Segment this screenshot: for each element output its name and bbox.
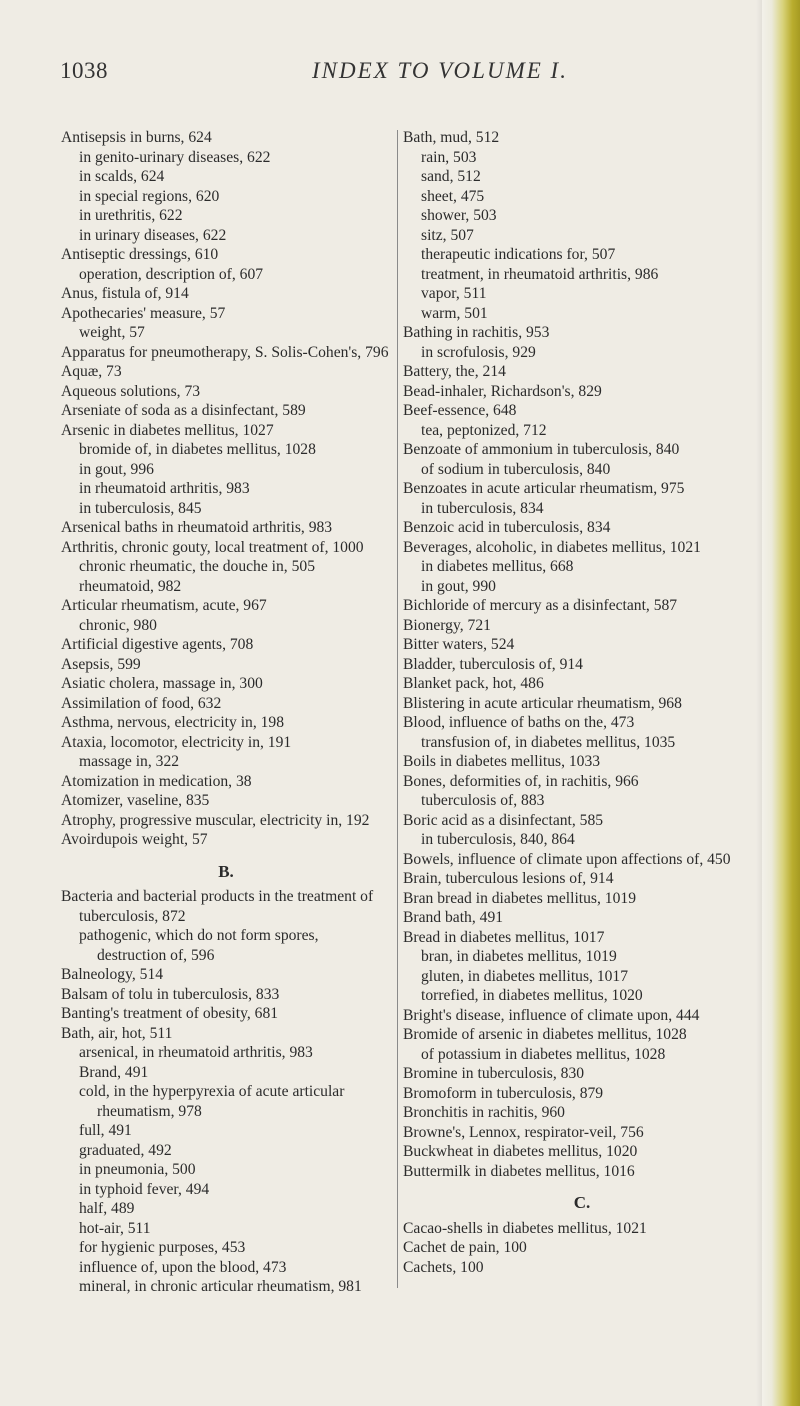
index-subentry: in diabetes mellitus, 668 bbox=[421, 558, 574, 575]
index-subentry: in pneumonia, 500 bbox=[79, 1161, 196, 1178]
index-subentry: influence of, upon the blood, 473 bbox=[79, 1258, 287, 1276]
index-entry: Asiatic cholera, massage in, 300 bbox=[61, 675, 263, 692]
index-entry: Bronchitis in rachitis, 960 bbox=[403, 1104, 565, 1121]
index-subentry: in scalds, 624 bbox=[79, 168, 165, 185]
section-letter: C. bbox=[573, 1193, 591, 1212]
index-entry: Antiseptic dressings, 610 bbox=[61, 246, 219, 263]
index-subentry: in rheumatoid arthritis, 983 bbox=[79, 480, 250, 497]
index-subentry: bran, in diabetes mellitus, 1019 bbox=[421, 948, 617, 965]
index-entry: Bromide of arsenic in diabetes mellitus, 1028 bbox=[403, 1026, 687, 1043]
index-subentry: in gout, 996 bbox=[79, 460, 154, 478]
index-subentry: sand, 512 bbox=[421, 168, 481, 185]
index-entry: Blood, influence of baths on the, 473 bbox=[403, 714, 635, 731]
index-subentry: bromide of, in diabetes mellitus, 1028 bbox=[79, 441, 316, 458]
index-entry: Benzoic acid in tuberculosis, 834 bbox=[403, 519, 611, 536]
index-entry: Arthritis, chronic gouty, local treatment of, 1000 bbox=[61, 538, 364, 556]
index-entry: Cachets, 100 bbox=[403, 1258, 484, 1276]
index-subentry: in tuberculosis, 840, 864 bbox=[421, 831, 575, 848]
index-subentry: Brand, 491 bbox=[79, 1063, 149, 1081]
index-entry: Bead-inhaler, Richardson's, 829 bbox=[403, 382, 602, 400]
index-subentry: gluten, in diabetes mellitus, 1017 bbox=[421, 967, 629, 985]
index-subentry: in tuberculosis, 845 bbox=[79, 499, 202, 517]
index-subentry: in gout, 990 bbox=[421, 577, 496, 595]
index-entry: Cacao-shells in diabetes mellitus, 1021 bbox=[403, 1219, 647, 1237]
index-entry: Apparatus for pneumotherapy, S. Solis-Cohen's, 796 bbox=[61, 343, 389, 361]
index-subentry: mineral, in chronic articular rheumatism, 981 bbox=[79, 1278, 362, 1295]
index-subentry: of potassium in diabetes mellitus, 1028 bbox=[421, 1045, 666, 1063]
index-subentry: in urinary diseases, 622 bbox=[79, 226, 227, 244]
index-subentry: transfusion of, in diabetes mellitus, 1035 bbox=[421, 733, 676, 751]
index-subentry: in urethritis, 622 bbox=[79, 207, 183, 224]
index-entry: Benzoate of ammonium in tuberculosis, 840 bbox=[403, 441, 680, 458]
index-subentry: vapor, 511 bbox=[421, 285, 487, 302]
index-entry: Benzoates in acute articular rheumatism, 975 bbox=[403, 480, 685, 497]
index-subentry: half, 489 bbox=[79, 1200, 135, 1217]
index-entry: Aquæ, 73 bbox=[61, 363, 122, 380]
index-subentry: full, 491 bbox=[79, 1122, 132, 1139]
page-edge bbox=[762, 0, 800, 1406]
index-entry: Bath, air, hot, 511 bbox=[61, 1024, 173, 1042]
index-column-right bbox=[403, 128, 761, 1277]
index-entry: Antisepsis in burns, 624 bbox=[61, 129, 212, 146]
index-entry: Apothecaries' measure, 57 bbox=[61, 304, 226, 322]
index-subentry: in tuberculosis, 834 bbox=[421, 499, 544, 517]
index-entry: Bichloride of mercury as a disinfectant, 587 bbox=[403, 597, 678, 614]
page-number: 1038 bbox=[60, 58, 108, 83]
index-entry: Bromine in tuberculosis, 830 bbox=[403, 1065, 585, 1082]
index-subentry: chronic, 980 bbox=[79, 616, 157, 634]
index-entry: Boric acid as a disinfectant, 585 bbox=[403, 811, 604, 829]
index-entry: Avoirdupois weight, 57 bbox=[61, 831, 208, 848]
index-entry: Bones, deformities of, in rachitis, 966 bbox=[403, 772, 639, 790]
index-entry: Bionergy, 721 bbox=[403, 616, 491, 634]
index-entry: Aqueous solutions, 73 bbox=[61, 382, 201, 400]
index-entry: Blanket pack, hot, 486 bbox=[403, 675, 544, 692]
index-entry: Banting's treatment of obesity, 681 bbox=[61, 1005, 279, 1022]
index-entry: Bitter waters, 524 bbox=[403, 636, 515, 653]
index-subentry: operation, description of, 607 bbox=[79, 265, 264, 283]
page-header bbox=[60, 58, 740, 98]
index-entry: Cachet de pain, 100 bbox=[403, 1239, 527, 1256]
index-subentry: tuberculosis of, 883 bbox=[421, 792, 545, 809]
index-entry: Beverages, alcoholic, in diabetes mellitus, 1021 bbox=[403, 538, 701, 556]
index-subentry: treatment, in rheumatoid arthritis, 986 bbox=[421, 265, 659, 283]
index-subentry: hot-air, 511 bbox=[79, 1219, 151, 1237]
index-subentry: sitz, 507 bbox=[421, 226, 474, 244]
index-entry: Assimilation of food, 632 bbox=[61, 694, 222, 712]
index-subentry: in special regions, 620 bbox=[79, 187, 220, 205]
index-entry: Anus, fistula of, 914 bbox=[61, 285, 189, 302]
index-subentry: rheumatoid, 982 bbox=[79, 577, 182, 595]
index-entry: Bowels, influence of climate upon affections of, 450 bbox=[403, 850, 731, 868]
index-subentry: warm, 501 bbox=[421, 304, 488, 322]
index-subentry: arsenical, in rheumatoid arthritis, 983 bbox=[79, 1044, 313, 1061]
index-subentry: therapeutic indications for, 507 bbox=[421, 246, 616, 263]
index-entry: Arsenical baths in rheumatoid arthritis, 983 bbox=[61, 519, 333, 536]
index-entry: Buckwheat in diabetes mellitus, 1020 bbox=[403, 1143, 638, 1160]
index-entry: Bacteria and bacterial products in the treatment of tuberculosis, 872 bbox=[61, 888, 374, 925]
index-subentry: tea, peptonized, 712 bbox=[421, 421, 547, 439]
index-column-left bbox=[61, 128, 391, 1297]
index-entry: Browne's, Lennox, respirator-veil, 756 bbox=[403, 1123, 644, 1141]
index-entry: Atrophy, progressive muscular, electricity in, 192 bbox=[61, 811, 370, 829]
index-subentry: for hygienic purposes, 453 bbox=[79, 1239, 246, 1256]
index-entry: Articular rheumatism, acute, 967 bbox=[61, 597, 267, 614]
index-entry: Boils in diabetes mellitus, 1033 bbox=[403, 753, 601, 770]
index-subentry: massage in, 322 bbox=[79, 753, 180, 770]
index-entry: Balneology, 514 bbox=[61, 966, 164, 983]
index-entry: Arsenic in diabetes mellitus, 1027 bbox=[61, 421, 274, 439]
section-letter: B. bbox=[218, 861, 234, 881]
index-subentry: in genito-urinary diseases, 622 bbox=[79, 148, 271, 166]
index-subentry: shower, 503 bbox=[421, 207, 497, 224]
index-subentry: pathogenic, which do not form spores, destruction of, 596 bbox=[79, 927, 319, 964]
index-entry: Bromoform in tuberculosis, 879 bbox=[403, 1084, 604, 1102]
index-subentry: torrefied, in diabetes mellitus, 1020 bbox=[421, 987, 643, 1004]
index-subentry: graduated, 492 bbox=[79, 1141, 172, 1159]
index-entry: Brain, tuberculous lesions of, 914 bbox=[403, 870, 614, 887]
index-entry: Balsam of tolu in tuberculosis, 833 bbox=[61, 985, 280, 1003]
index-entry: Beef-essence, 648 bbox=[403, 402, 517, 419]
index-subentry: rain, 503 bbox=[421, 148, 477, 166]
index-entry: Arseniate of soda as a disinfectant, 589 bbox=[61, 402, 306, 419]
index-entry: Bright's disease, influence of climate upon, 444 bbox=[403, 1006, 700, 1024]
index-entry: Buttermilk in diabetes mellitus, 1016 bbox=[403, 1162, 635, 1180]
index-entry: Ataxia, locomotor, electricity in, 191 bbox=[61, 733, 292, 751]
index-entry: Asthma, nervous, electricity in, 198 bbox=[61, 714, 285, 731]
index-entry: Artificial digestive agents, 708 bbox=[61, 636, 254, 653]
index-subentry: sheet, 475 bbox=[421, 187, 485, 205]
index-entry: Atomization in medication, 38 bbox=[61, 772, 252, 790]
index-entry: Bran bread in diabetes mellitus, 1019 bbox=[403, 889, 636, 907]
index-entry: Asepsis, 599 bbox=[61, 655, 141, 673]
index-subentry: weight, 57 bbox=[79, 324, 145, 341]
index-entry: Brand bath, 491 bbox=[403, 909, 504, 926]
index-entry: Bathing in rachitis, 953 bbox=[403, 324, 550, 341]
index-subentry: of sodium in tuberculosis, 840 bbox=[421, 460, 611, 478]
running-title: INDEX TO VOLUME I. bbox=[312, 58, 568, 83]
index-entry: Bladder, tuberculosis of, 914 bbox=[403, 655, 583, 673]
index-subentry: chronic rheumatic, the douche in, 505 bbox=[79, 558, 315, 575]
index-entry: Bread in diabetes mellitus, 1017 bbox=[403, 928, 605, 946]
index-entry: Battery, the, 214 bbox=[403, 363, 506, 380]
index-subentry: in typhoid fever, 494 bbox=[79, 1180, 210, 1198]
index-subentry: in scrofulosis, 929 bbox=[421, 343, 536, 361]
index-entry: Atomizer, vaseline, 835 bbox=[61, 792, 210, 809]
index-entry: Blistering in acute articular rheumatism, 968 bbox=[403, 694, 682, 712]
index-entry: Bath, mud, 512 bbox=[403, 129, 500, 146]
index-subentry: cold, in the hyperpyrexia of acute articular rheumatism, 978 bbox=[79, 1083, 345, 1120]
column-divider bbox=[397, 130, 398, 1288]
